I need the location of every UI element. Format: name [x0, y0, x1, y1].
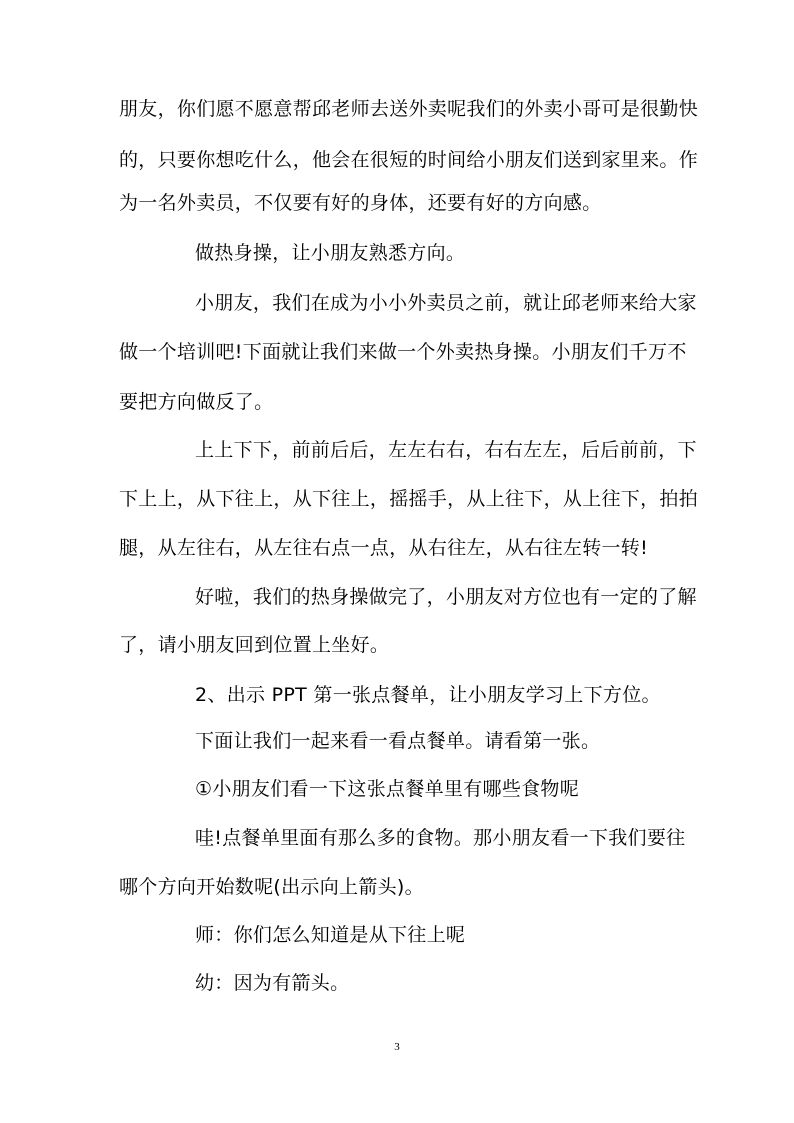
- paragraph-line: 哇!点餐单里面有那么多的食物。那小朋友看一下我们要往: [195, 827, 686, 849]
- paragraph-line: 下上上，从下往上，从下往上，摇摇手，从上往下，从上往下，拍拍: [119, 488, 699, 510]
- paragraph-line: 为一名外卖员，不仅要有好的身体，还要有好的方向感。: [119, 192, 602, 214]
- page-number: 3: [394, 1041, 400, 1053]
- paragraph-line: 幼：因为有箭头。: [195, 972, 350, 994]
- paragraph-line: 好啦，我们的热身操做完了，小朋友对方位也有一定的了解: [195, 586, 697, 608]
- paragraph-line: ①小朋友们看一下这张点餐单里有哪些食物呢: [195, 778, 580, 800]
- section-heading: 2、出示 PPT 第一张点餐单，让小朋友学习上下方位。: [195, 684, 661, 706]
- paragraph-line: 下面让我们一起来看一看点餐单。请看第一张。: [195, 730, 601, 752]
- paragraph-line: 小朋友，我们在成为小小外卖员之前，就让邱老师来给大家: [195, 292, 697, 314]
- paragraph-line: 师：你们怎么知道是从下往上呢: [195, 924, 466, 946]
- paragraph-line: 要把方向做反了。: [119, 391, 274, 413]
- paragraph-line: 哪个方向开始数呢(出示向上箭头)。: [119, 876, 424, 898]
- paragraph-line: 了，请小朋友回到位置上坐好。: [119, 634, 390, 656]
- paragraph-line: 朋友，你们愿不愿意帮邱老师去送外卖呢我们的外卖小哥可是很勤快: [119, 98, 699, 120]
- paragraph-line: 上上下下，前前后后，左左右右，右右左左，后后前前，下: [195, 439, 697, 461]
- paragraph-line: 腿，从左往右，从左往右点一点，从右往左，从右往左转一转!: [119, 537, 649, 559]
- paragraph-line: 做热身操，让小朋友熟悉方向。: [195, 242, 466, 264]
- paragraph-line: 的，只要你想吃什么，他会在很短的时间给小朋友们送到家里来。作: [119, 149, 699, 171]
- paragraph-line: 做一个培训吧!下面就让我们来做一个外卖热身操。小朋友们千万不: [119, 341, 687, 363]
